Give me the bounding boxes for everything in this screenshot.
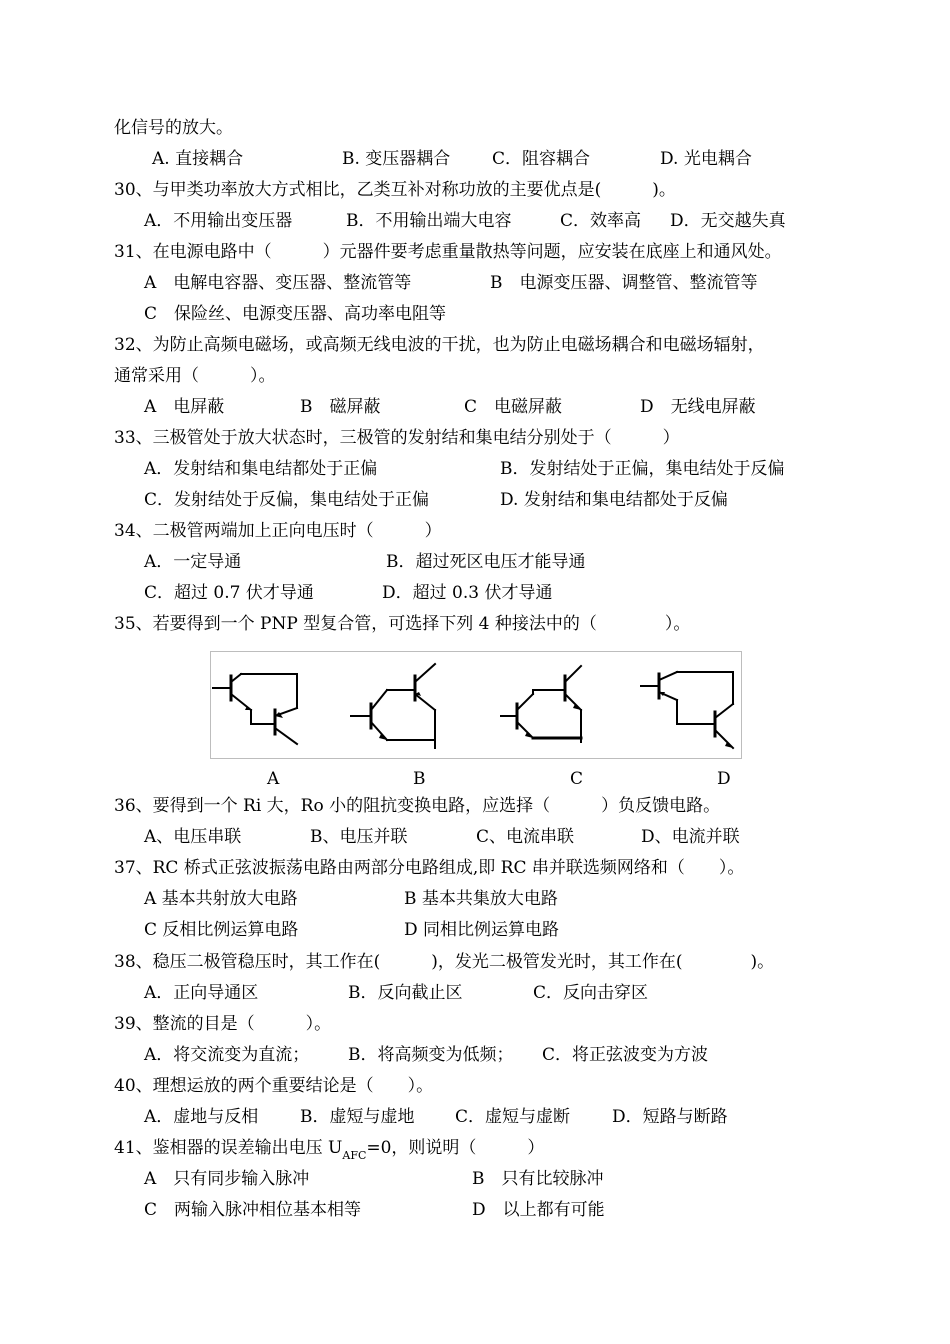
q32-stem-line1: 32、为防止高频电磁场，或高频无线电波的干扰，也为防止电磁场耦合和电磁场辐射， bbox=[114, 335, 765, 355]
q37-option-c: C 反相比例运算电路 bbox=[144, 920, 299, 940]
q41-option-c: C 两输入脉冲相位基本相等 bbox=[144, 1200, 362, 1220]
q41-option-b: B 只有比较脉冲 bbox=[472, 1169, 604, 1189]
q36-option-c: C、电流串联 bbox=[476, 827, 575, 847]
q31-option-c: C 保险丝、电源变压器、高功率电阻等 bbox=[144, 304, 447, 324]
q32-stem-line2: 通常采用（ ）。 bbox=[114, 366, 276, 386]
circuit-a bbox=[213, 674, 297, 744]
q40-option-c: C．虚短与虚断 bbox=[455, 1107, 571, 1127]
q39-stem: 39、整流的目是（ ）。 bbox=[114, 1014, 332, 1034]
q30-option-a: A．不用输出变压器 bbox=[144, 211, 293, 231]
q37-stem: 37、RC 桥式正弦波振荡电路由两部分电路组成,即 RC 串并联选频网络和（ ）。 bbox=[114, 858, 745, 878]
transistor-figure bbox=[210, 651, 742, 759]
q40-option-b: B．虚短与虚地 bbox=[300, 1107, 415, 1127]
q29-option-b: B. 变压器耦合 bbox=[342, 149, 451, 169]
q32-option-a: A 电屏蔽 bbox=[144, 397, 225, 417]
q31-option-a: A 电解电容器、变压器、整流管等 bbox=[144, 273, 412, 293]
q31-stem: 31、在电源电路中（ ）元器件要考虑重量散热等问题，应安装在底座上和通风处。 bbox=[114, 242, 782, 262]
figure-label-d: D bbox=[717, 769, 731, 789]
q41-stem-after: =0，则说明（ ） bbox=[366, 1138, 545, 1158]
q31-option-b: B 电源变压器、调整管、整流管等 bbox=[490, 273, 758, 293]
q40-stem: 40、理想运放的两个重要结论是（ ）。 bbox=[114, 1076, 434, 1096]
q34-option-a: A．一定导通 bbox=[144, 552, 242, 572]
q38-stem: 38、稳压二极管稳压时，其工作在( )，发光二极管发光时，其工作在( )。 bbox=[114, 952, 775, 972]
q29-option-a: A. 直接耦合 bbox=[152, 149, 244, 169]
q40-option-d: D．短路与断路 bbox=[612, 1107, 728, 1127]
q34-option-d: D．超过 0.3 伏才导通 bbox=[382, 583, 553, 603]
q34-stem: 34、二极管两端加上正向电压时（ ） bbox=[114, 521, 442, 541]
q33-option-d: D. 发射结和集电结都处于反偏 bbox=[500, 490, 728, 510]
q30-option-c: C．效率高 bbox=[560, 211, 642, 231]
q29-option-c: C．阻容耦合 bbox=[492, 149, 591, 169]
q41-option-a: A 只有同步输入脉冲 bbox=[144, 1169, 310, 1189]
q38-option-b: B．反向截止区 bbox=[348, 983, 463, 1003]
q37-option-a: A 基本共射放大电路 bbox=[144, 889, 298, 909]
q36-option-d: D、电流并联 bbox=[641, 827, 740, 847]
q36-option-a: A、电压串联 bbox=[144, 827, 242, 847]
q32-option-d: D 无线电屏蔽 bbox=[640, 397, 756, 417]
q29-option-d: D. 光电耦合 bbox=[660, 149, 752, 169]
q39-option-b: B．将高频变为低频； bbox=[348, 1045, 514, 1065]
circuit-d bbox=[641, 672, 733, 748]
q38-option-c: C．反向击穿区 bbox=[533, 983, 649, 1003]
q39-option-a: A．将交流变为直流； bbox=[144, 1045, 310, 1065]
q32-option-c: C 电磁屏蔽 bbox=[464, 397, 563, 417]
q40-option-a: A．虚地与反相 bbox=[144, 1107, 259, 1127]
figure-label-b: B bbox=[413, 769, 426, 789]
q38-option-a: A．正向导通区 bbox=[144, 983, 259, 1003]
question-continuation: 化信号的放大。 bbox=[114, 118, 233, 138]
q37-option-d: D 同相比例运算电路 bbox=[404, 920, 560, 940]
q41-stem-before: 41、鉴相器的误差输出电压 U bbox=[114, 1138, 343, 1158]
compound-transistor-diagrams bbox=[211, 652, 741, 758]
q33-option-c: C．发射结处于反偏，集电结处于正偏 bbox=[144, 490, 430, 510]
q34-option-b: B．超过死区电压才能导通 bbox=[386, 552, 586, 572]
q35-stem: 35、若要得到一个 PNP 型复合管，可选择下列 4 种接法中的（ ）。 bbox=[114, 614, 691, 634]
figure-label-a: A bbox=[267, 769, 280, 789]
q41-stem bbox=[114, 1137, 544, 1161]
q37-option-b: B 基本共集放大电路 bbox=[404, 889, 558, 909]
figure-label-c: C bbox=[570, 769, 584, 789]
q36-stem: 36、要得到一个 Ri 大，Ro 小的阻抗变换电路，应选择（ ）负反馈电路。 bbox=[114, 796, 721, 816]
q33-stem: 33、三极管处于放大状态时，三极管的发射结和集电结分别处于（ ） bbox=[114, 428, 680, 448]
q36-option-b: B、电压并联 bbox=[310, 827, 408, 847]
q33-option-a: A．发射结和集电结都处于正偏 bbox=[144, 459, 378, 479]
q41-stem-subscript: AFC bbox=[342, 1149, 367, 1162]
circuit-b bbox=[351, 664, 435, 748]
q32-option-b: B 磁屏蔽 bbox=[300, 397, 381, 417]
q39-option-c: C．将正弦波变为方波 bbox=[542, 1045, 709, 1065]
q34-option-c: C．超过 0.7 伏才导通 bbox=[144, 583, 314, 603]
q41-option-d: D 以上都有可能 bbox=[472, 1200, 605, 1220]
q30-stem: 30、与甲类功率放大方式相比，乙类互补对称功放的主要优点是( )。 bbox=[114, 180, 676, 200]
q33-option-b: B．发射结处于正偏，集电结处于反偏 bbox=[500, 459, 785, 479]
q30-option-d: D．无交越失真 bbox=[670, 211, 786, 231]
q30-option-b: B．不用输出端大电容 bbox=[346, 211, 512, 231]
circuit-c bbox=[501, 666, 581, 742]
